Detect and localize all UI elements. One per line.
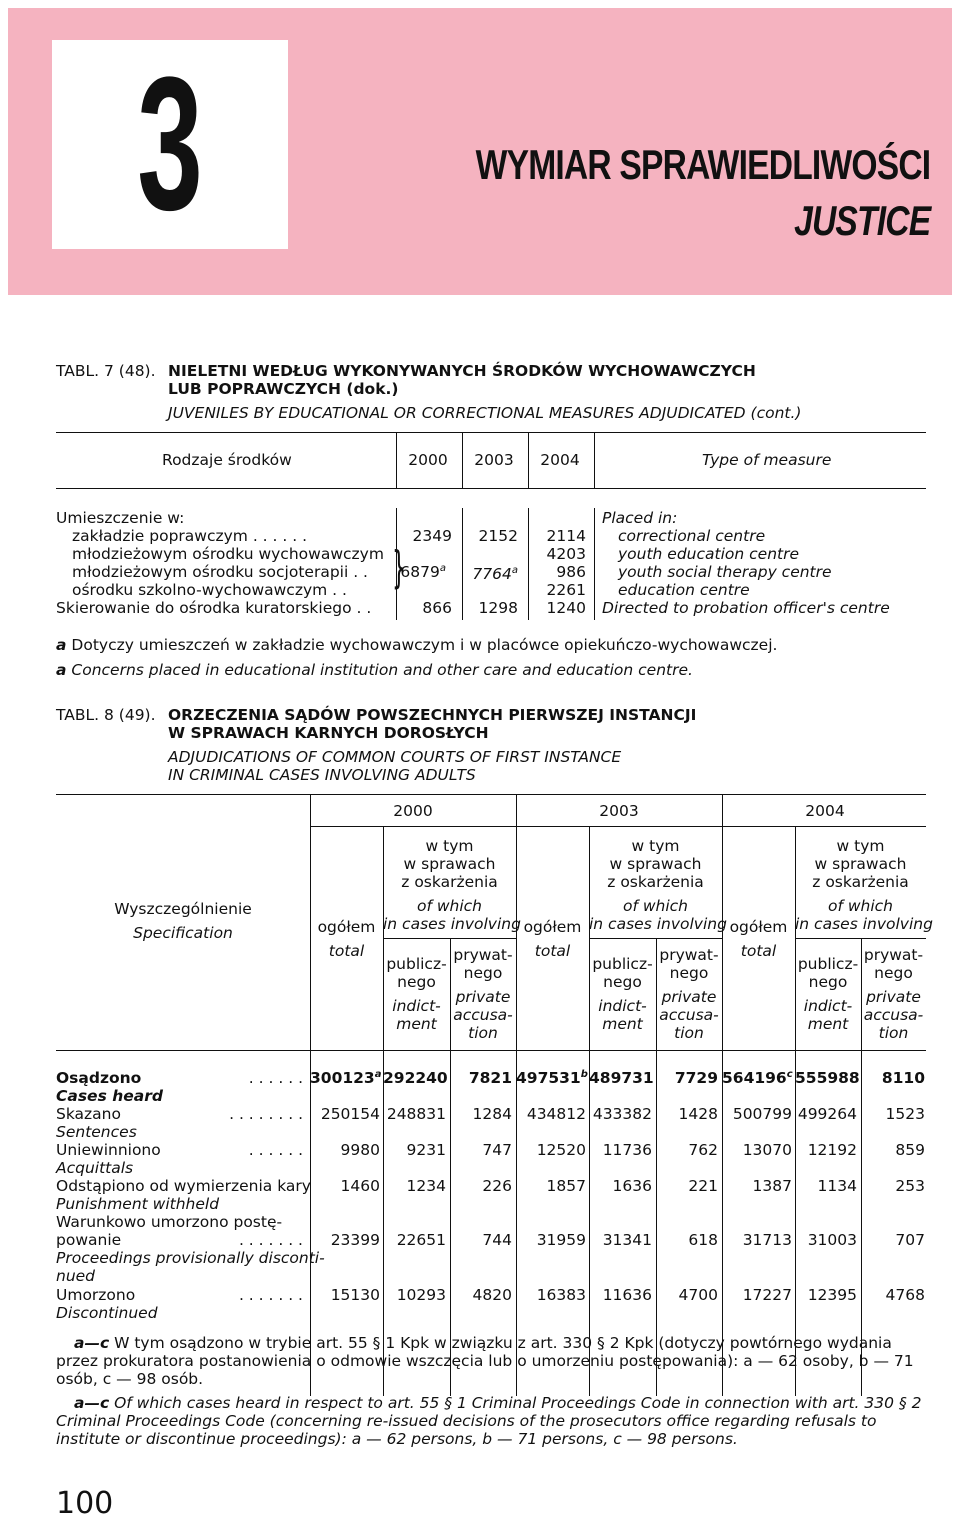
table-cell: 1284	[472, 1105, 512, 1123]
col-public-en: ment	[807, 1015, 849, 1033]
row-label-en: Sentences	[56, 1123, 137, 1141]
table7-year-2000: 2000	[408, 451, 448, 469]
col-total-en: total	[740, 942, 777, 960]
col-private-en: private	[866, 988, 921, 1006]
table-cell: 1857	[546, 1177, 586, 1195]
table-cell: 31959	[536, 1231, 586, 1249]
row-label-pl-cont: powanie	[56, 1231, 122, 1249]
table-cell: 1523	[885, 1105, 925, 1123]
col-public: nego	[603, 973, 642, 991]
table-cell: 12395	[807, 1286, 857, 1304]
table-cell: 9231	[406, 1141, 446, 1159]
table-cell: 499264	[797, 1105, 857, 1123]
col-private-en: private	[455, 988, 511, 1006]
table8-vline	[722, 794, 723, 1396]
table-cell: 859	[895, 1141, 925, 1159]
table7-row-en: Directed to probation officer's centre	[602, 599, 890, 617]
table-cell: 15130	[330, 1286, 380, 1304]
table7-row-en: correctional centre	[618, 527, 766, 545]
table8-title-en-1: ADJUDICATIONS OF COMMON COURTS OF FIRST INSTANCE	[168, 748, 622, 766]
col-total-pl: ogółem	[729, 918, 788, 936]
col-public: nego	[397, 973, 436, 991]
table7-section-pl: Umieszczenie w:	[56, 509, 185, 527]
row-label-en: Proceedings provisionally disconti-	[56, 1249, 325, 1267]
row-label-en: Punishment withheld	[56, 1195, 220, 1213]
col-private-en: private	[661, 988, 717, 1006]
table7-cell: 2261	[546, 581, 586, 599]
table7-row-pl: ośrodku szkolno-wychowawczym . .	[72, 581, 347, 599]
col-public-en: indict-	[392, 997, 441, 1015]
col-which: in cases involving	[589, 915, 727, 933]
table-cell: 7729	[674, 1069, 718, 1087]
table7-title-pl-1: NIELETNI WEDŁUG WYKONYWANYCH ŚRODKÓW WYCHOWAWCZYCH	[168, 362, 756, 380]
table-cell: 11636	[602, 1286, 652, 1304]
col-public-en: indict-	[598, 997, 647, 1015]
col-public: publicz-	[797, 955, 859, 973]
table-cell: 500799	[732, 1105, 792, 1123]
table7-cell: 986	[556, 563, 586, 581]
chapter-number: 3	[137, 38, 203, 250]
table7-vline	[396, 432, 397, 488]
col-wtym: z oskarżenia	[401, 873, 498, 891]
chapter-title-en: JUSTICE	[793, 197, 930, 244]
col-private: nego	[463, 964, 503, 982]
table7-vline	[594, 432, 595, 488]
col-public-en: ment	[602, 1015, 643, 1033]
row-label-en: Acquittals	[56, 1159, 134, 1177]
table7-row-en: youth social therapy centre	[618, 563, 832, 581]
table-cell: 1134	[817, 1177, 857, 1195]
table8-title-pl-1: ORZECZENIA SĄDÓW POWSZECHNYCH PIERWSZEJ INSTANCJI	[168, 706, 697, 724]
table7-vline	[528, 432, 529, 488]
table7-row-en: youth education centre	[618, 545, 800, 563]
table7-cell: 1298	[478, 599, 518, 617]
table7-row-pl: młodzieżowym ośrodku socjoterapii . .	[72, 563, 368, 581]
col-public-en: indict-	[803, 997, 853, 1015]
row-label-en: Discontinued	[56, 1304, 158, 1322]
table8-sub-rule	[589, 938, 722, 939]
leader-dots: . . . . . . .	[238, 1286, 303, 1304]
col-total-pl: ogółem	[317, 918, 376, 936]
table-cell: 747	[482, 1141, 512, 1159]
table-cell: 564196$^c$	[722, 1069, 793, 1087]
col-wtym: z oskarżenia	[607, 873, 704, 891]
table8-stub-en: Specification	[133, 924, 233, 942]
col-wtym: w tym	[425, 837, 474, 855]
row-label-en-cont: nued	[56, 1267, 96, 1285]
table-cell: 1428	[678, 1105, 718, 1123]
col-total-en: total	[534, 942, 571, 960]
col-which: of which	[827, 897, 894, 915]
col-private-en: tion	[674, 1024, 704, 1042]
col-public-en: ment	[396, 1015, 437, 1033]
table7-vline	[462, 432, 463, 488]
table-cell: 9980	[340, 1141, 380, 1159]
table8-note-en: a—c Of which cases heard in respect to art. 55 § 1 Criminal Proceedings Code in connection with art. 330 § 2 Criminal Proceedings Code (concerning re-issued decisions of the prosecutors office regarding refusals to institute or discontinue proceedings): a — 62 persons, b — 71 persons, c — 98 persons.	[56, 1394, 922, 1448]
col-private: prywat-	[453, 946, 513, 964]
col-wtym: w sprawach	[814, 855, 907, 873]
col-private-en: accusa-	[453, 1006, 513, 1024]
col-public: publicz-	[592, 955, 653, 973]
table7-section-en: Placed in:	[602, 509, 678, 527]
table-cell: 292240	[383, 1069, 448, 1087]
col-private: nego	[874, 964, 913, 982]
col-public: publicz-	[386, 955, 447, 973]
table7-top-rule	[56, 432, 926, 433]
leader-dots: . . . . . . .	[238, 1231, 303, 1249]
row-label-pl: Odstąpiono od wymierzenia kary	[56, 1177, 311, 1195]
col-private-en: tion	[878, 1024, 909, 1042]
table8-vline	[516, 794, 517, 1396]
col-wtym: w tym	[836, 837, 885, 855]
table-cell: 11736	[602, 1141, 652, 1159]
row-label-en: Cases heard	[56, 1087, 163, 1105]
table7-col-left: Rodzaje środków	[162, 451, 292, 469]
table7-group-2000: 6879$^a$	[400, 563, 446, 581]
table-cell: 248831	[386, 1105, 446, 1123]
col-which: in cases involving	[383, 915, 521, 933]
table-cell: 250154	[320, 1105, 380, 1123]
row-label-pl: Uniewinniono	[56, 1141, 161, 1159]
col-private: prywat-	[659, 946, 719, 964]
table7-title-en: JUVENILES BY EDUCATIONAL OR CORRECTIONAL MEASURES ADJUDICATED (cont.)	[168, 404, 802, 422]
col-wtym: w tym	[631, 837, 680, 855]
table-cell: 8110	[881, 1069, 925, 1087]
col-private-en: tion	[468, 1024, 498, 1042]
table-cell: 1460	[340, 1177, 380, 1195]
table-cell: 300123$^a$	[310, 1069, 382, 1087]
col-total-pl: ogółem	[523, 918, 582, 936]
col-which: of which	[622, 897, 689, 915]
table8-note-pl: a—c W tym osądzono w trybie art. 55 § 1 Kpk w związku z art. 330 § 2 Kpk (dotyczy powtórnego wydania przez prokuratora postanowienia o odmowie wszczęcia lub o umorzeniu postępowania): a — 62 osoby, b — 71 osób, c — 98 osób.	[56, 1334, 914, 1388]
table-cell: 16383	[536, 1286, 586, 1304]
col-which: of which	[416, 897, 483, 915]
table8-top-rule	[56, 794, 926, 795]
table8-title-en-2: IN CRIMINAL CASES INVOLVING ADULTS	[168, 766, 476, 784]
table-cell: 1636	[612, 1177, 652, 1195]
table-cell: 221	[688, 1177, 718, 1195]
table-cell: 10293	[396, 1286, 446, 1304]
table-cell: 4820	[472, 1286, 512, 1304]
table-cell: 7821	[468, 1069, 512, 1087]
table7-row-pl: młodzieżowym ośrodku wychowawczym	[72, 545, 384, 563]
table7-col-right: Type of measure	[702, 451, 832, 469]
table-cell: 762	[688, 1141, 718, 1159]
col-public: nego	[808, 973, 848, 991]
table-cell: 22651	[396, 1231, 446, 1249]
row-label-pl: Warunkowo umorzono postę-	[56, 1213, 283, 1231]
table8-title-pl-2: W SPRAWACH KARNYCH DOROSŁYCH	[168, 724, 489, 742]
table-cell: 489731	[589, 1069, 654, 1087]
table-cell: 497531$^b$	[516, 1069, 588, 1087]
col-wtym: w sprawach	[403, 855, 496, 873]
table7-cell: 866	[422, 599, 452, 617]
page-number: 100	[56, 1486, 114, 1521]
table-cell: 4700	[678, 1286, 718, 1304]
table-cell: 17227	[742, 1286, 792, 1304]
leader-dots: . . . . . . . .	[229, 1105, 303, 1123]
chapter-title-pl: WYMIAR SPRAWIEDLIWOŚCI	[475, 141, 930, 188]
table7-year-2004: 2004	[540, 451, 580, 469]
table-cell: 744	[482, 1231, 512, 1249]
table8-year-2000: 2000	[393, 802, 433, 820]
col-private: nego	[669, 964, 709, 982]
table7-footnote-pl: a Dotyczy umieszczeń w zakładzie wychowawczym i w placówce opiekuńczo-wychowawczej.	[56, 636, 778, 654]
table-cell: 707	[895, 1231, 925, 1249]
table-cell: 12520	[536, 1141, 586, 1159]
table7-cell: 1240	[546, 599, 586, 617]
table8-year-rule	[310, 826, 926, 827]
table8-label: TABL. 8 (49).	[56, 706, 156, 724]
table-cell: 226	[482, 1177, 512, 1195]
table-cell: 1234	[406, 1177, 446, 1195]
table7-vline	[594, 508, 595, 620]
table7-title-pl-2: LUB POPRAWCZYCH (dok.)	[168, 380, 399, 398]
table7-header-rule	[56, 488, 926, 489]
table7-row-en: education centre	[618, 581, 750, 599]
table-cell: 4768	[885, 1286, 925, 1304]
table7-cell: 2152	[478, 527, 518, 545]
row-label-pl: Umorzono	[56, 1286, 136, 1304]
table-cell: 555988	[795, 1069, 860, 1087]
col-wtym: z oskarżenia	[812, 873, 909, 891]
col-private-en: accusa-	[659, 1006, 719, 1024]
table8-stub-pl: Wyszczególnienie	[114, 900, 252, 918]
table-cell: 253	[895, 1177, 925, 1195]
leader-dots: . . . . . .	[248, 1069, 303, 1087]
table7-cell: 2114	[546, 527, 586, 545]
table-cell: 23399	[330, 1231, 380, 1249]
table7-year-2003: 2003	[474, 451, 514, 469]
group-brace: }	[392, 542, 406, 593]
table8-sub-rule	[383, 938, 516, 939]
leader-dots: . . . . . .	[248, 1141, 303, 1159]
table-cell: 434812	[526, 1105, 586, 1123]
table7-group-2003: 7764$^a$	[472, 565, 518, 583]
table8-year-2003: 2003	[599, 802, 639, 820]
table-cell: 31003	[807, 1231, 857, 1249]
table-cell: 31713	[742, 1231, 792, 1249]
col-which: in cases involving	[795, 915, 933, 933]
table-cell: 433382	[592, 1105, 652, 1123]
table7-cell: 4203	[546, 545, 586, 563]
table7-footnote-en: a Concerns placed in educational institution and other care and education centre.	[56, 661, 693, 679]
table7-label: TABL. 7 (48).	[56, 362, 156, 380]
table7-cell: 2349	[412, 527, 452, 545]
col-private-en: accusa-	[863, 1006, 924, 1024]
col-private: prywat-	[863, 946, 924, 964]
row-label-pl: Osądzono	[56, 1069, 142, 1087]
table8-vline	[310, 794, 311, 1396]
row-label-pl: Skazano	[56, 1105, 121, 1123]
table7-row-pl: zakładzie poprawczym . . . . . .	[72, 527, 308, 545]
table-cell: 1387	[752, 1177, 792, 1195]
table-cell: 12192	[807, 1141, 857, 1159]
table8-year-2004: 2004	[805, 802, 845, 820]
table-cell: 13070	[742, 1141, 792, 1159]
table-cell: 31341	[602, 1231, 652, 1249]
col-wtym: w sprawach	[609, 855, 702, 873]
table7-row-pl: Skierowanie do ośrodka kuratorskiego . .	[56, 599, 372, 617]
table8-sub-rule	[795, 938, 926, 939]
col-total-en: total	[328, 942, 365, 960]
table-cell: 618	[688, 1231, 718, 1249]
